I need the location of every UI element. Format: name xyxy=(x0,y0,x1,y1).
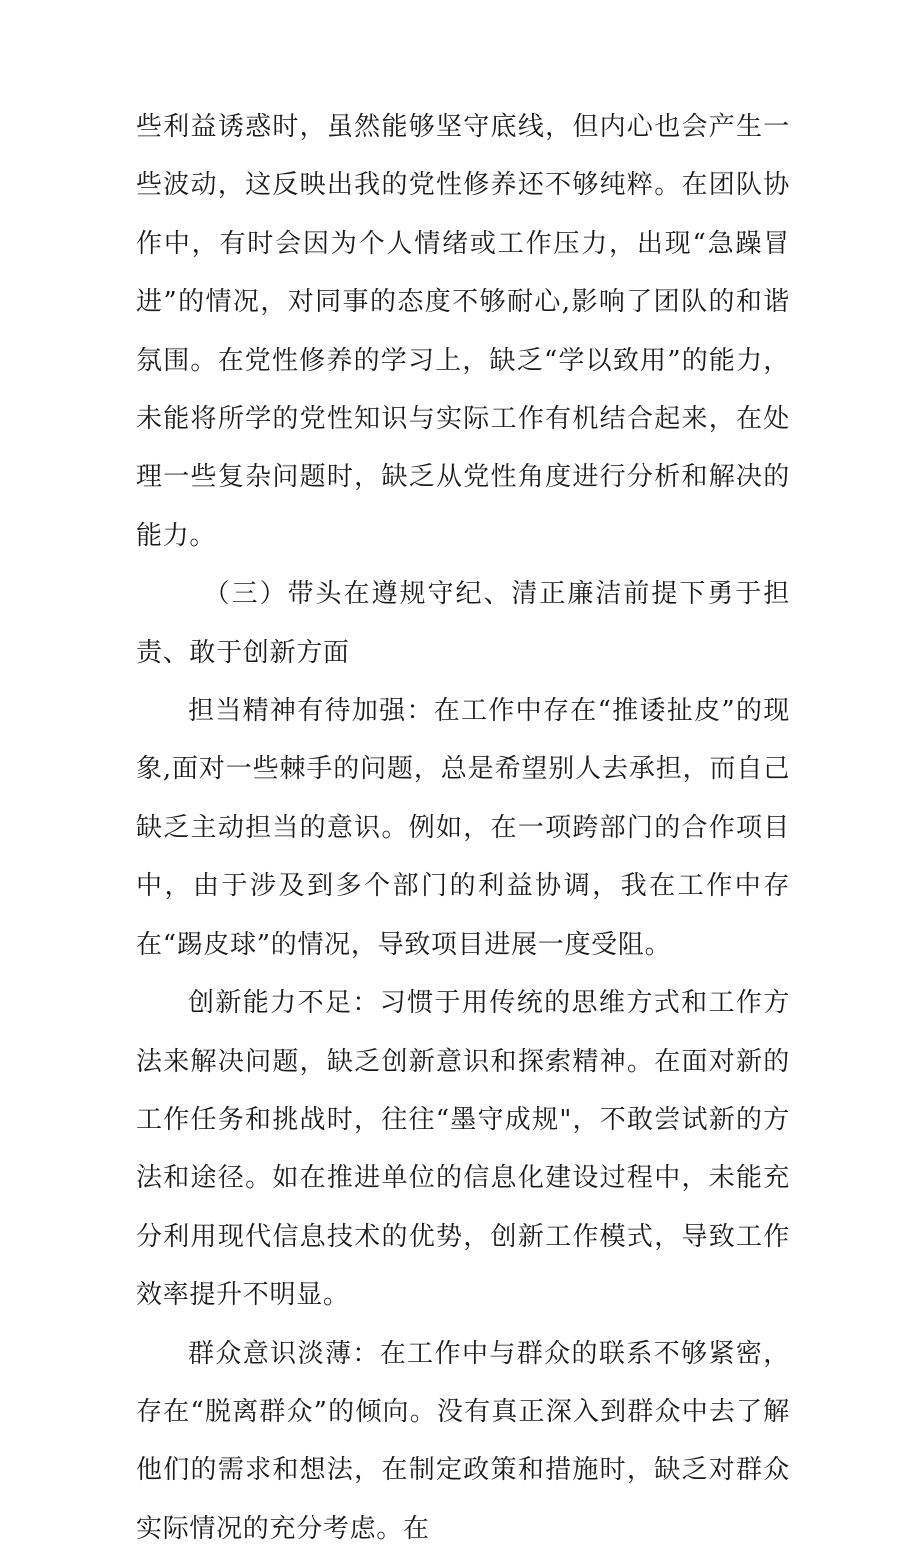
section-heading-three: （三）带头在遵规守纪、清正廉洁前提下勇于担责、敢于创新方面 xyxy=(136,579,790,668)
document-body xyxy=(136,98,790,1558)
paragraph-innovation: 创新能力不足：习惯于用传统的思维方式和工作方法来解决问题，缺乏创新意识和探索精神。在面对新的工作任务和挑战时，往往“墨守成规"，不敢尝试新的方法和途径。如在推进单位的信息化建设过程中，未能充分利用现代信息技术的优势，创新工作模式，导致工作效率提升不明显。 xyxy=(136,988,790,1311)
paragraph-responsibility: 担当精神有待加强：在工作中存在“推诿扯皮”的现象,面对一些棘手的问题，总是希望别人去承担，而自己缺乏主动担当的意识。例如，在一项跨部门的合作项目中，由于涉及到多个部门的利益协调，我在工作中存在“踢皮球”的情况，导致项目进展一度受阻。 xyxy=(136,696,790,960)
paragraph-mass-awareness: 群众意识淡薄：在工作中与群众的联系不够紧密，存在“脱离群众”的倾向。没有真正深入到群众中去了解他们的需求和想法，在制定政策和措施时，缺乏对群众实际情况的充分考虑。在 xyxy=(136,1338,790,1544)
paragraph-continuation: 些利益诱惑时，虽然能够坚守底线，但内心也会产生一些波动，这反映出我的党性修养还不够纯粹。在团队协作中，有时会因为个人情绪或工作压力，出现“急躁冒进”的情况，对同事的态度不够耐心,影响了团队的和谐氛围。在党性修养的学习上，缺乏“学以致用”的能力，未能将所学的党性知识与实际工作有机结合起来，在处理一些复杂问题时，缺乏从党性角度进行分析和解决的能力。 xyxy=(136,112,790,551)
